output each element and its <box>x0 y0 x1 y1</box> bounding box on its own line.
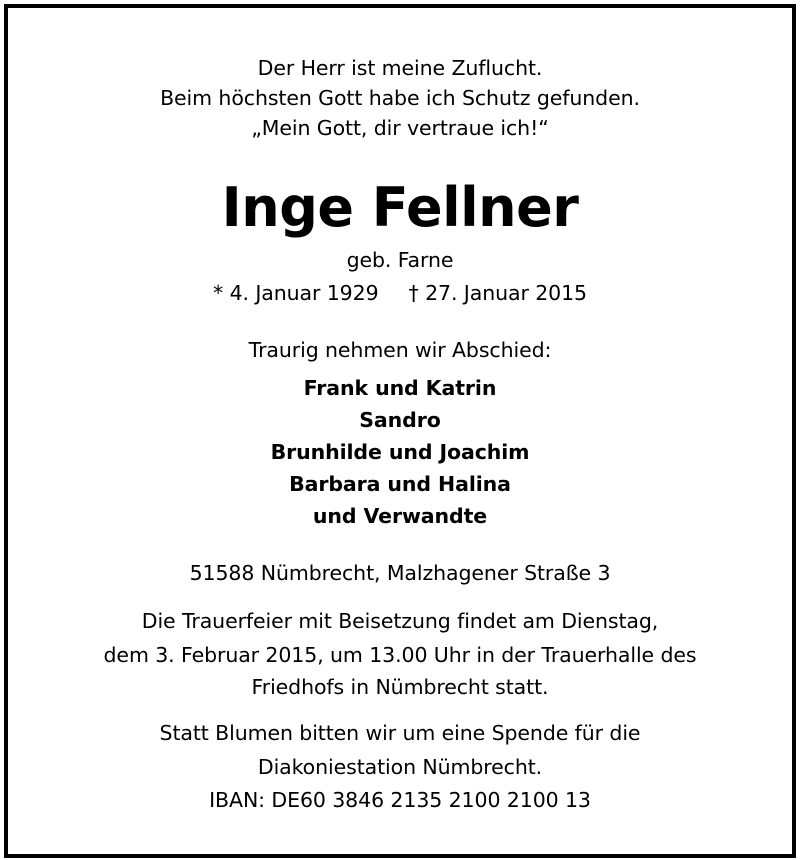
verse-line-3: „Mein Gott, dir vertraue ich!“ <box>251 116 549 140</box>
ceremony-line-2: dem 3. Februar 2015, um 13.00 Uhr in der Trauerhalle des <box>103 643 697 667</box>
mourner-5: und Verwandte <box>312 504 488 528</box>
maiden-name: geb. Farne <box>346 248 454 272</box>
verse-line-2: Beim höchsten Gott habe ich Schutz gefunden. <box>160 86 640 110</box>
mourning-intro: Traurig nehmen wir Abschied: <box>248 338 552 362</box>
mourner-4: Barbara und Halina <box>289 472 511 496</box>
birth-date: * 4. Januar 1929 <box>213 281 379 305</box>
ceremony-line-1: Die Trauerfeier mit Beisetzung findet am Dienstag, <box>141 609 659 633</box>
ceremony-line-3: Friedhofs in Nümbrecht statt. <box>251 675 549 699</box>
death-date: † 27. Januar 2015 <box>408 281 587 305</box>
address: 51588 Nümbrecht, Malzhagener Straße 3 <box>189 561 611 585</box>
iban: IBAN: DE60 3846 2135 2100 2100 13 <box>209 788 591 812</box>
mourner-3: Brunhilde und Joachim <box>270 440 530 464</box>
mourner-1: Frank und Katrin <box>303 376 497 400</box>
donation-line-1: Statt Blumen bitten wir um eine Spende für die <box>159 721 641 745</box>
donation-line-2: Diakoniestation Nümbrecht. <box>257 755 543 779</box>
deceased-name: Inge Fellner <box>221 176 579 239</box>
verse-line-1: Der Herr ist meine Zuflucht. <box>257 56 543 80</box>
mourner-2: Sandro <box>359 408 441 432</box>
life-dates <box>0 278 800 308</box>
